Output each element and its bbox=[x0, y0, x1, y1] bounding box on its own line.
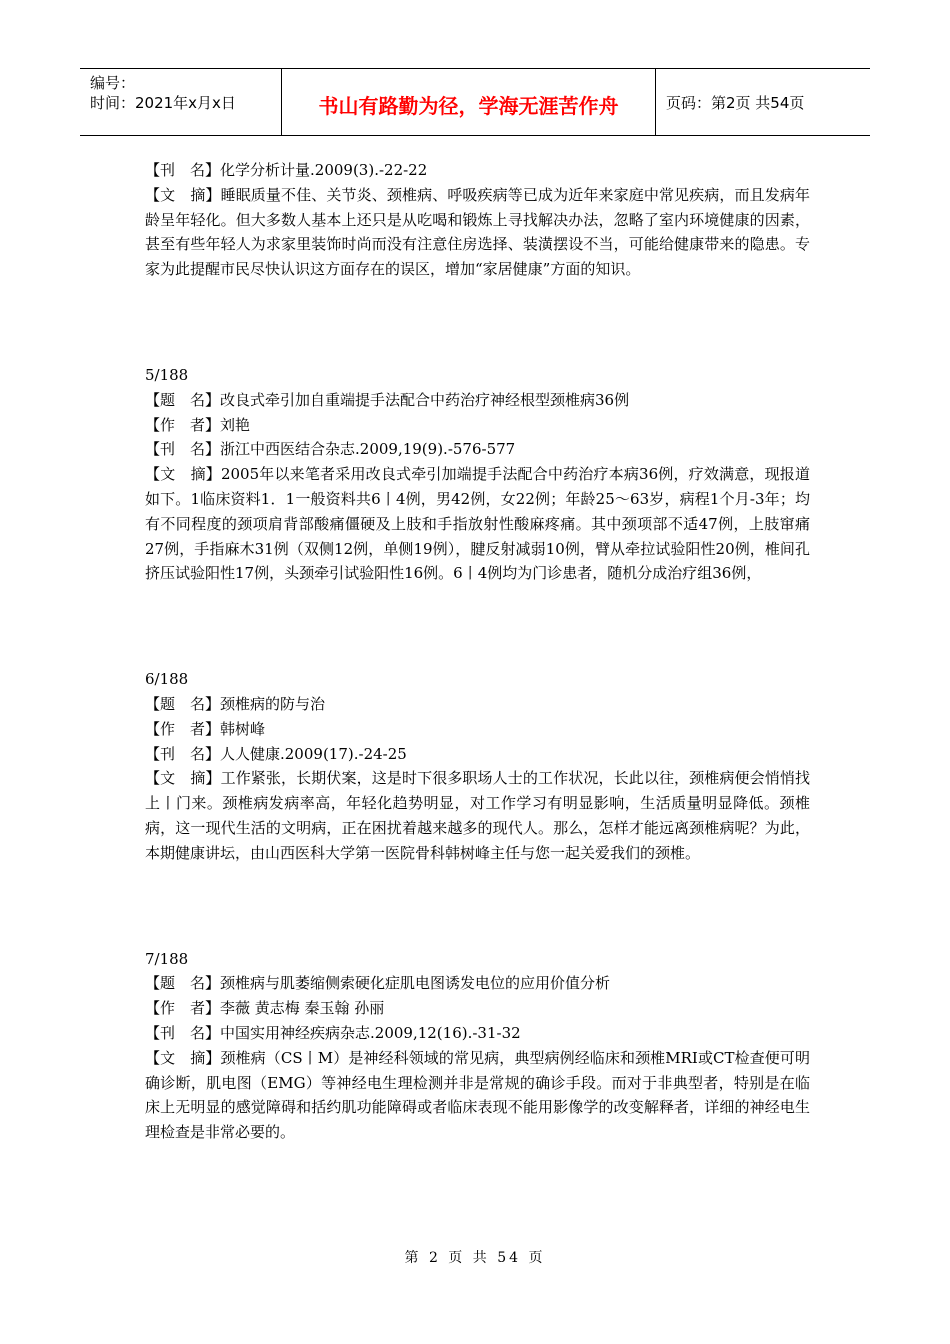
entry-continued bbox=[145, 158, 810, 282]
entry-index: 7/188 bbox=[145, 949, 189, 968]
page-header bbox=[80, 68, 870, 136]
entry-7 bbox=[145, 947, 810, 1145]
header-motto-cell bbox=[282, 69, 656, 135]
header-motto: 书山有路勤为径，学海无涯苦作舟 bbox=[318, 93, 619, 118]
entry-journal: 【刊 名】中国实用神经疾病杂志.2009,12(16).-31-32 bbox=[145, 1023, 521, 1042]
entry-abstract: 【文 摘】2005年以来笔者采用改良式牵引加端提手法配合中药治疗本病36例，疗效满意，现报道如下。1临床资料1．1一般资料共6丨4例，男42例，女22例；年龄25～63岁，病程1个月-3年；均有不同程度的颈项肩背部酸痛僵硬及上肢和手指放射性酸麻疼痛。其中颈项部不适47例，上肢窜痛27例，手指麻木31例（双侧12例，单侧19例），腱反射减弱10例，臂从牵拉试验阳性20例，椎间孔挤压试验阳性17例，头颈牵引试验阳性16例。6丨4例均为门诊患者，随机分成治疗组36例， bbox=[145, 465, 810, 583]
header-time-label: 时间：2021年x月x日 bbox=[90, 94, 236, 112]
entry-5 bbox=[145, 363, 810, 586]
entry-abstract: 【文 摘】睡眠质量不佳、关节炎、颈椎病、呼吸疾病等已成为近年来家庭中常见疾病，而且发病年龄呈年轻化。但大多数人基本上还只是从吃喝和锻炼上寻找解决办法，忽略了室内环境健康的因素，甚至有些年轻人为求家里装饰时尚而没有注意住房选择、装潢摆设不当，可能给健康带来的隐患。专家为此提醒市民尽快认识这方面存在的误区，增加“家居健康”方面的知识。 bbox=[145, 185, 810, 279]
page-footer: 第 2 页 共 54 页 bbox=[404, 1250, 546, 1266]
entry-title: 【题 名】改良式牵引加自重端提手法配合中药治疗神经根型颈椎病36例 bbox=[145, 390, 630, 409]
entry-title: 【题 名】颈椎病的防与治 bbox=[145, 694, 326, 713]
entry-title: 【题 名】颈椎病与肌萎缩侧索硬化症肌电图诱发电位的应用价值分析 bbox=[145, 974, 611, 993]
entry-journal: 【刊 名】浙江中西医结合杂志.2009,19(9).-576-577 bbox=[145, 440, 516, 459]
document-body bbox=[145, 158, 810, 1145]
entry-author: 【作 者】刘艳 bbox=[145, 415, 251, 434]
header-meta-cell bbox=[80, 69, 282, 135]
entry-6 bbox=[145, 667, 810, 865]
entry-index: 6/188 bbox=[145, 670, 189, 689]
entry-index: 5/188 bbox=[145, 365, 189, 384]
entry-abstract: 【文 摘】工作紧张，长期伏案，这是时下很多职场人士的工作状况，长此以往，颈椎病便会悄悄找上丨门来。颈椎病发病率高，年轻化趋势明显，对工作学习有明显影响，生活质量明显降低。颈椎病，这一现代生活的文明病，正在困扰着越来越多的现代人。那么，怎样才能远离颈椎病呢？为此，本期健康讲坛，由山西医科大学第一医院骨科韩树峰主任与您一起关爱我们的颈椎。 bbox=[145, 769, 810, 862]
header-page-info: 页码：第2页 共54页 bbox=[666, 93, 805, 112]
entry-journal: 【刊 名】人人健康.2009(17).-24-25 bbox=[145, 744, 407, 763]
entry-journal: 【刊 名】化学分析计量.2009(3).-22-22 bbox=[145, 161, 428, 179]
header-page-cell bbox=[656, 69, 870, 135]
entry-author: 【作 者】李薇 黄志梅 秦玉翰 孙丽 bbox=[145, 999, 385, 1018]
entry-author: 【作 者】韩树峰 bbox=[145, 719, 266, 738]
entry-abstract: 【文 摘】颈椎病（CS丨M）是神经科领域的常见病，典型病例经临床和颈椎MRI或CT检查便可明确诊断，肌电图（EMG）等神经电生理检测并非是常规的确诊手段。而对于非典型者，特别是在临床上无明显的感觉障碍和括约肌功能障碍或者临床表现不能用影像学的改变解释者，详细的神经电生理检查是非常必要的。 bbox=[145, 1048, 810, 1142]
header-number-label: 编号： bbox=[90, 74, 136, 92]
